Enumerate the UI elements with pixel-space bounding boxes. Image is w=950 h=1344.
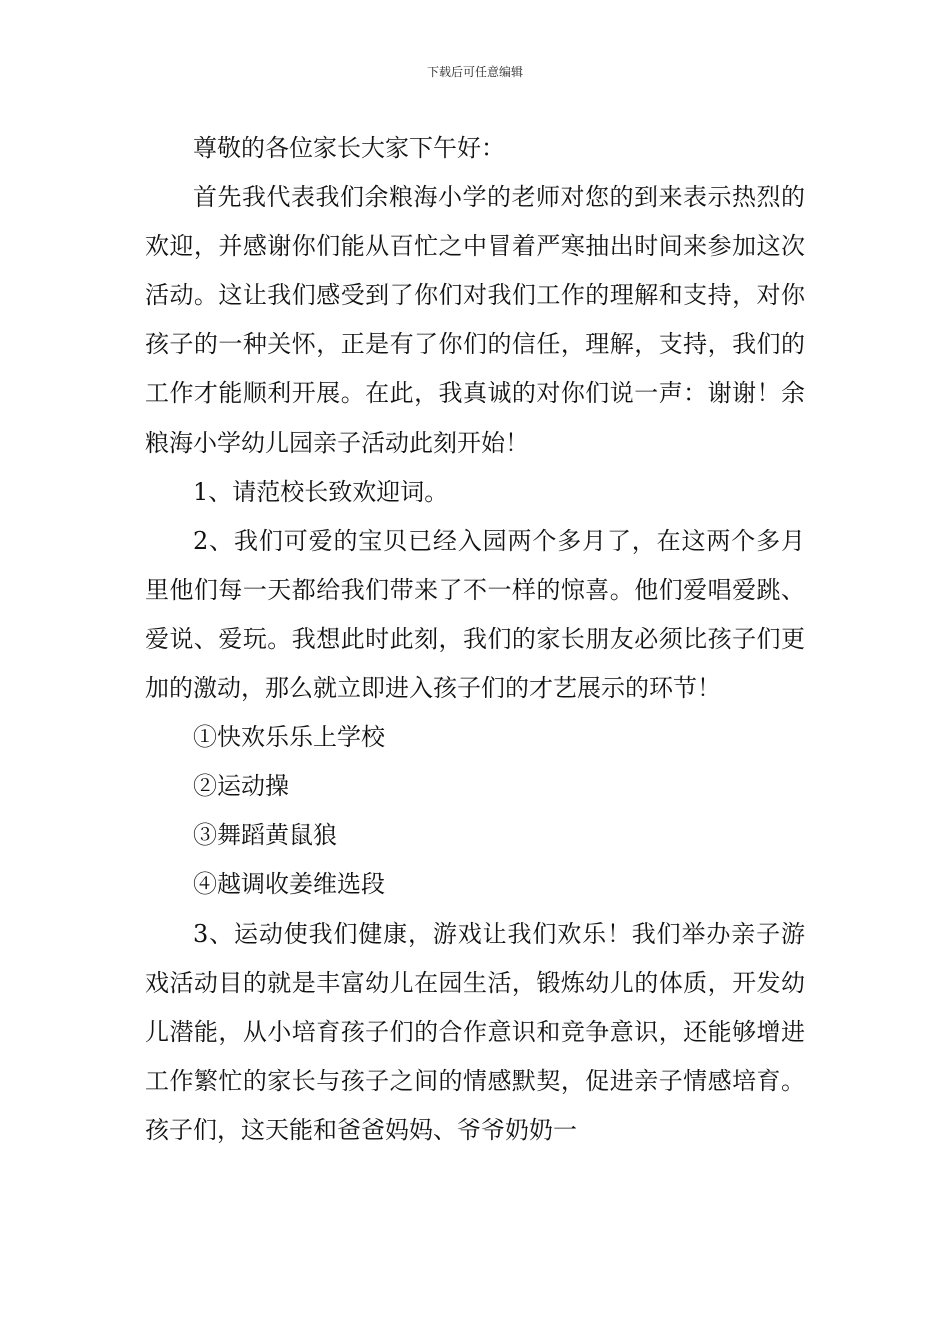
performance-item-1: ①快欢乐乐上学校: [193, 723, 385, 752]
page-header-note: 下载后可任意编辑: [426, 65, 523, 79]
greeting-paragraph: 尊敬的各位家长大家下午好：: [193, 134, 505, 162]
performance-item-4: ④越调收姜维选段: [193, 870, 385, 899]
step-1-paragraph: 1、请范校长致欢迎词。: [193, 477, 449, 506]
document-body: [145, 124, 805, 1155]
performance-item-2: ②运动操: [193, 772, 289, 801]
intro-paragraph: 首先我代表我们余粮海小学的老师对您的到来表示热烈的欢迎，并感谢你们能从百忙之中冒着严寒抽出时间来参加这次活动。这让我们感受到了你们对我们工作的理解和支持，对你孩子的一种关怀，正是有了你们的信任，理解，支持，我们的工作才能顺利开展。在此，我真诚的对你们说一声：谢谢！余粮海小学幼儿园亲子活动此刻开始！: [145, 183, 805, 457]
step-3-paragraph: 3、运动使我们健康，游戏让我们欢乐！我们举办亲子游戏活动目的就是丰富幼儿在园生活，锻炼幼儿的体质，开发幼儿潜能，从小培育孩子们的合作意识和竞争意识，还能够增进工作繁忙的家长与孩子之间的情感默契，促进亲子情感培育。孩子们，这天能和爸爸妈妈、爷爷奶奶一: [145, 919, 805, 1144]
step-2-paragraph: 2、我们可爱的宝贝已经入园两个多月了，在这两个多月里他们每一天都给我们带来了不一样的惊喜。他们爱唱爱跳、爱说、爱玩。我想此时此刻，我们的家长朋友必须比孩子们更加的激动，那么就立即进入孩子们的才艺展示的环节！: [145, 526, 805, 703]
performance-item-3: ③舞蹈黄鼠狼: [193, 821, 337, 850]
